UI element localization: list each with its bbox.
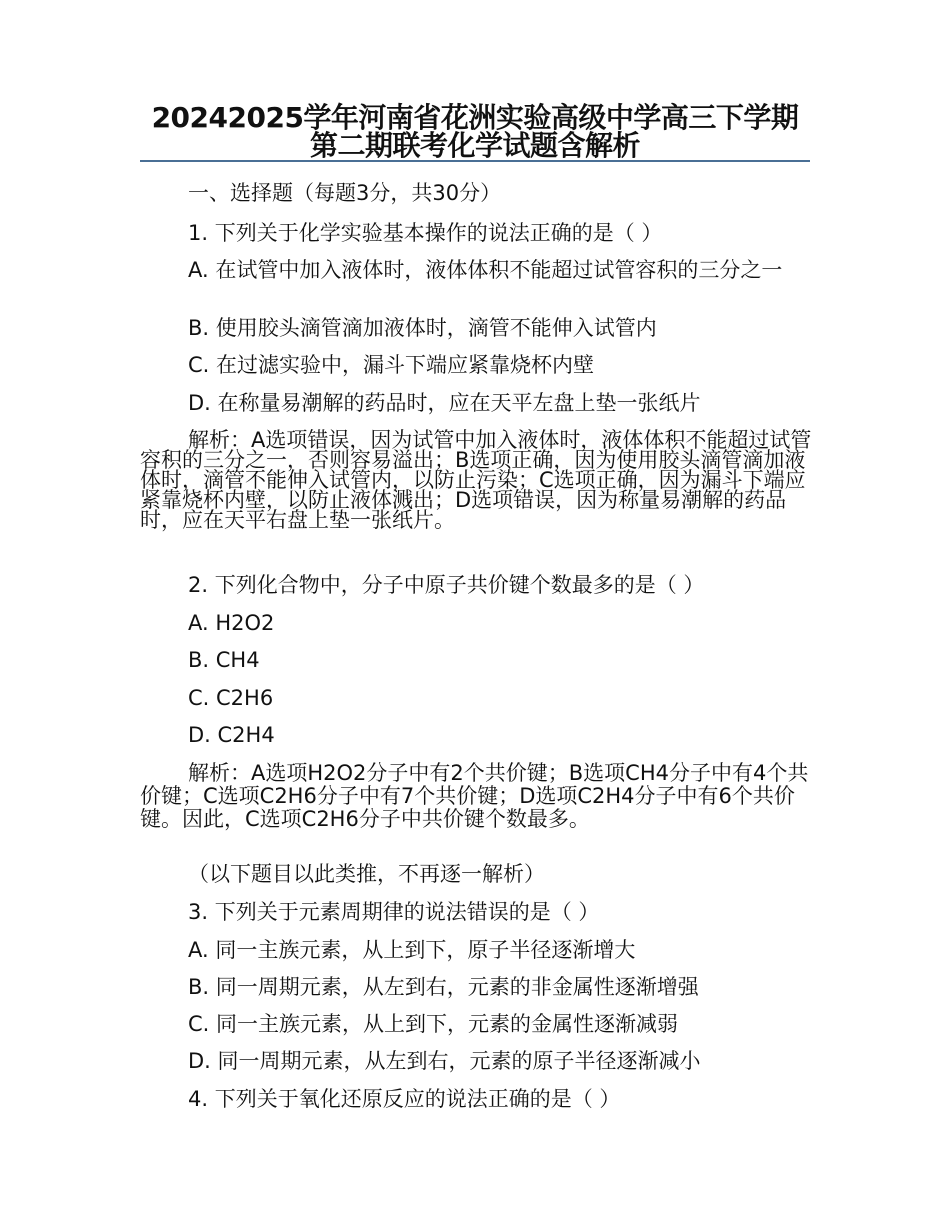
question-2-option-a: A. H2O2 (188, 611, 275, 635)
note-text: （以下题目以此类推，不再逐一解析） (188, 862, 545, 886)
question-2-option-d: D. C2H4 (188, 723, 275, 747)
question-1-analysis: 解析：A选项错误，因为试管中加入液体时，液体体积不能超过试管容积的三分之一，否则容易溢出；B选项正确，因为使用胶头滴管滴加液体时，滴管不能伸入试管内，以防止污染；C选项正确，因为漏斗下端应紧靠烧杯内壁，以防止液体溅出；D选项错误，因为称量易潮解的药品时，应在天平右盘上垫一张纸片。 (140, 428, 812, 532)
question-1-option-b: B. 使用胶头滴管滴加液体时，滴管不能伸入试管内 (188, 316, 657, 340)
question-3-option-d: D. 同一周期元素，从左到右，元素的原子半径逐渐减小 (188, 1049, 701, 1073)
question-3-option-a: A. 同一主族元素，从上到下，原子半径逐渐增大 (188, 938, 636, 962)
question-2-analysis: 解析：A选项H2O2分子中有2个共价键；B选项CH4分子中有4个共价键；C选项C2H6分子中有7个共价键；D选项C2H4分子中有6个共价键。因此，C选项C2H6分子中共价键个数最多。 (140, 761, 809, 831)
question-1-option-a: A. 在试管中加入液体时，液体体积不能超过试管容积的三分之一 (188, 258, 783, 282)
question-4-stem: 4. 下列关于氧化还原反应的说法正确的是（ ） (188, 1087, 621, 1111)
question-1-option-c: C. 在过滤实验中，漏斗下端应紧靠烧杯内壁 (188, 353, 595, 377)
question-2-option-b: B. CH4 (188, 648, 260, 672)
question-3-stem: 3. 下列关于元素周期律的说法错误的是（ ） (188, 900, 600, 924)
question-2-stem: 2. 下列化合物中，分子中原子共价键个数最多的是（ ） (188, 573, 705, 597)
title-underline (140, 160, 810, 162)
document-title: 20242025学年河南省花洲实验高级中学高三下学期第二期联考化学试题含解析 (151, 101, 799, 162)
question-2-option-c: C. C2H6 (188, 686, 274, 710)
question-3-option-c: C. 同一主族元素，从上到下，元素的金属性逐渐减弱 (188, 1012, 679, 1036)
question-3-option-b: B. 同一周期元素，从左到右，元素的非金属性逐渐增强 (188, 975, 699, 999)
question-1-stem: 1. 下列关于化学实验基本操作的说法正确的是（ ） (188, 221, 663, 245)
question-1-option-d: D. 在称量易潮解的药品时，应在天平左盘上垫一张纸片 (188, 391, 701, 415)
section-header: 一、选择题（每题3分，共30分） (188, 181, 502, 205)
